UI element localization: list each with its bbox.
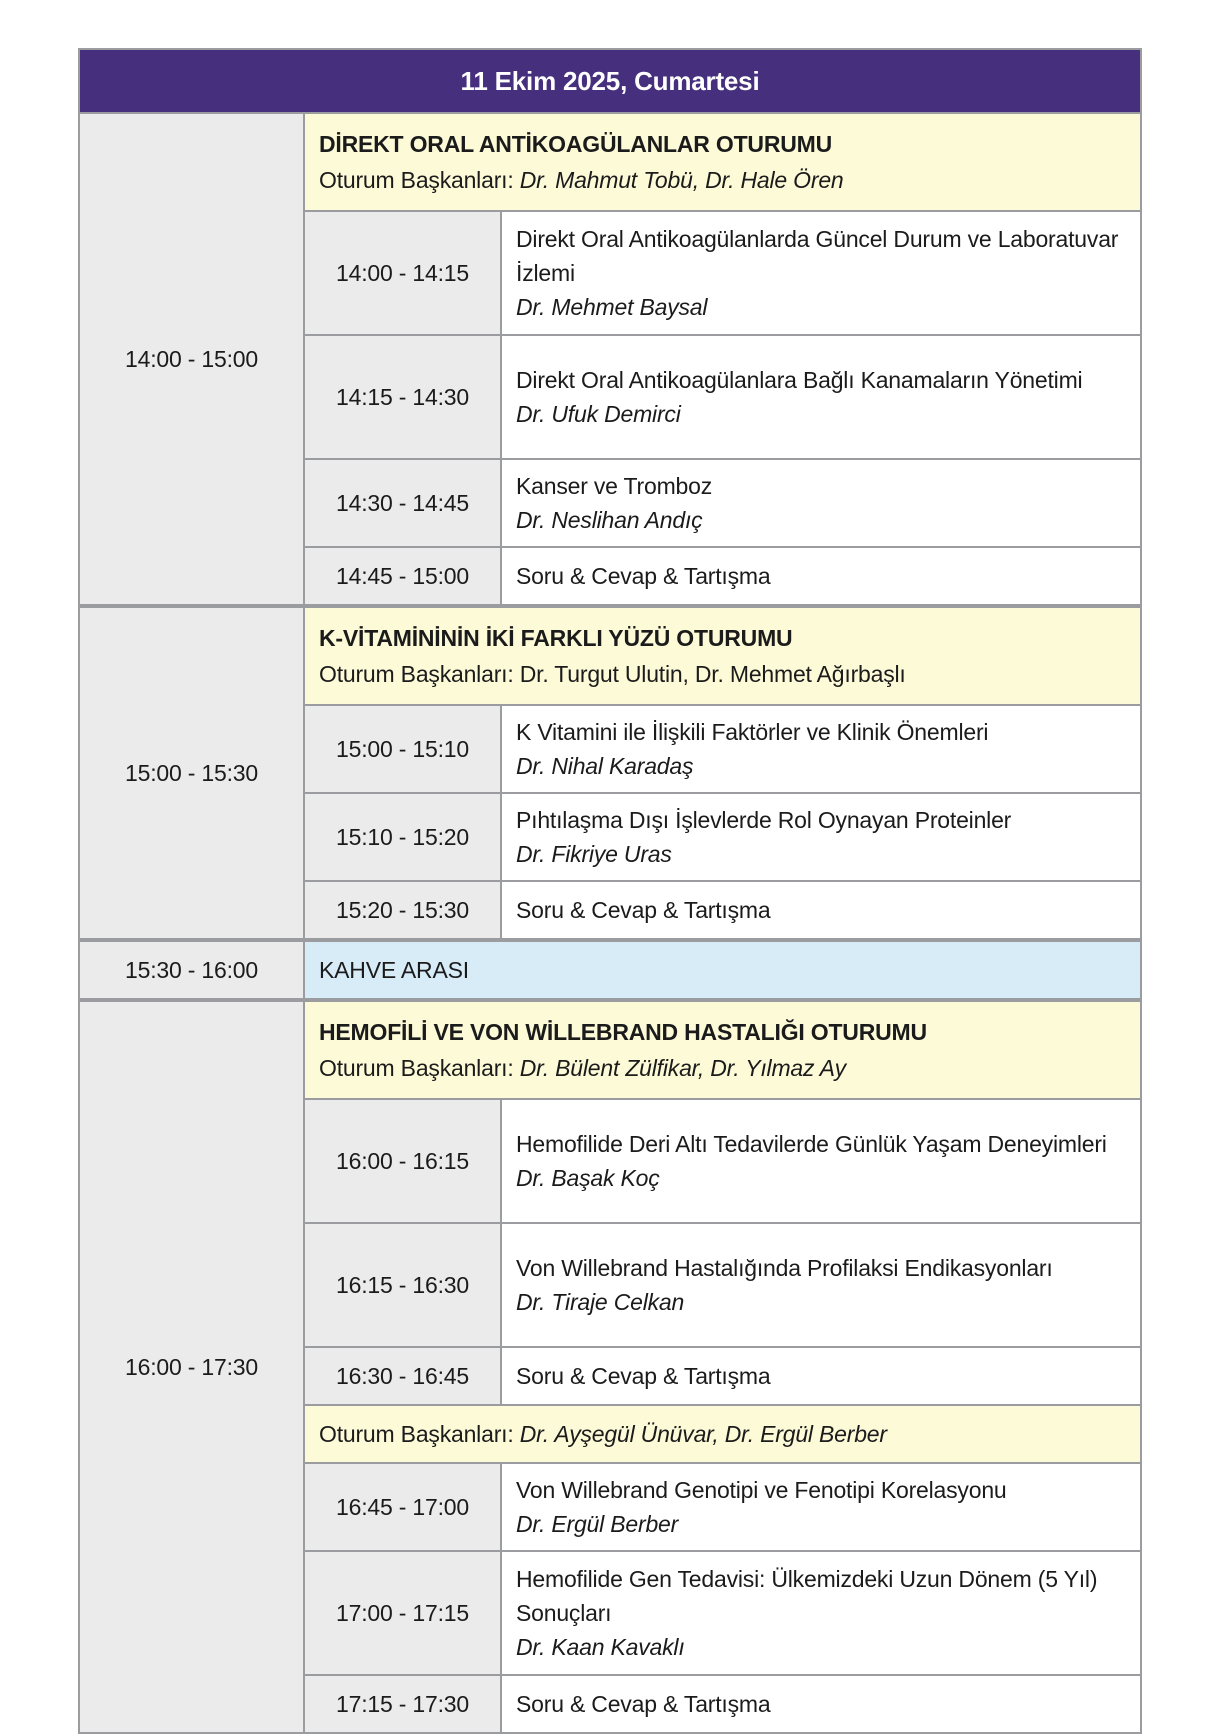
talk-cell <box>501 335 1141 459</box>
talk-cell <box>501 705 1141 793</box>
talk-time: 16:45 - 17:00 <box>304 1463 501 1551</box>
talk-cell <box>501 211 1141 335</box>
talk-time: 15:10 - 15:20 <box>304 793 501 881</box>
talk-speaker: Dr. Kaan Kavaklı <box>516 1634 685 1660</box>
talk-cell <box>501 1099 1141 1223</box>
talk-title: K Vitamini ile İlişkili Faktörler ve Klinik Önemleri <box>516 719 989 745</box>
session-title: HEMOFİLİ VE VON WİLLEBRAND HASTALIĞI OTURUMU <box>319 1019 927 1045</box>
chairs-prefix: Oturum Başkanları: <box>319 167 520 193</box>
talk-speaker: Dr. Ergül Berber <box>516 1511 679 1537</box>
talk-time: 14:30 - 14:45 <box>304 459 501 547</box>
break-time-range: 15:30 - 16:00 <box>79 940 304 1000</box>
talk-cell <box>501 547 1141 606</box>
talk-time: 16:00 - 16:15 <box>304 1099 501 1223</box>
session-1-header-row <box>79 113 1141 211</box>
session-title: K-VİTAMİNİNİN İKİ FARKLI YÜZÜ OTURUMU <box>319 625 793 651</box>
talk-speaker: Dr. Fikriye Uras <box>516 841 672 867</box>
chairs-prefix: Oturum Başkanları: <box>319 1055 520 1081</box>
session-chairs <box>319 1050 1126 1086</box>
session-1-header <box>304 113 1141 211</box>
session-2-header-row <box>79 606 1141 705</box>
day-header-row <box>79 49 1141 113</box>
day-title: 11 Ekim 2025, Cumartesi <box>79 49 1141 113</box>
talk-speaker: Dr. Ufuk Demirci <box>516 401 681 427</box>
talk-cell <box>501 1675 1141 1733</box>
chairs-names: Dr. Ayşegül Ünüvar, Dr. Ergül Berber <box>519 1421 887 1447</box>
talk-title: Pıhtılaşma Dışı İşlevlerde Rol Oynayan Proteinler <box>516 807 1012 833</box>
talk-cell <box>501 459 1141 547</box>
session-title: DİREKT ORAL ANTİKOAGÜLANLAR OTURUMU <box>319 131 833 157</box>
talk-title: Von Willebrand Genotipi ve Fenotipi Korelasyonu <box>516 1477 1007 1503</box>
talk-cell <box>501 1551 1141 1675</box>
talk-time: 16:15 - 16:30 <box>304 1223 501 1347</box>
chairs-prefix: Oturum Başkanları: <box>319 661 520 687</box>
session-3-time-range: 16:00 - 17:30 <box>79 1000 304 1733</box>
talk-title: Hemofilide Gen Tedavisi: Ülkemizdeki Uzun Dönem (5 Yıl) Sonuçları <box>516 1566 1098 1626</box>
talk-title: Hemofilide Deri Altı Tedavilerde Günlük Yaşam Deneyimleri <box>516 1131 1107 1157</box>
talk-cell <box>501 881 1141 940</box>
schedule-table <box>78 48 1142 1734</box>
talk-speaker: Dr. Neslihan Andıç <box>516 507 703 533</box>
talk-speaker: Dr. Tiraje Celkan <box>516 1289 685 1315</box>
talk-title: Direkt Oral Antikoagülanlarda Güncel Durum ve Laboratuvar İzlemi <box>516 226 1119 286</box>
talk-time: 15:20 - 15:30 <box>304 881 501 940</box>
talk-time: 16:30 - 16:45 <box>304 1347 501 1405</box>
session-chairs-2 <box>304 1405 1141 1463</box>
chairs-names: Dr. Mahmut Tobü, Dr. Hale Ören <box>519 167 844 193</box>
talk-speaker: Dr. Başak Koç <box>516 1165 660 1191</box>
session-chairs <box>319 162 1126 198</box>
break-label: KAHVE ARASI <box>304 940 1141 1000</box>
talk-cell <box>501 1347 1141 1405</box>
talk-time: 14:00 - 14:15 <box>304 211 501 335</box>
chairs-names: Dr. Turgut Ulutin, Dr. Mehmet Ağırbaşlı <box>519 661 906 687</box>
talk-title: Von Willebrand Hastalığında Profilaksi Endikasyonları <box>516 1255 1053 1281</box>
session-3-header <box>304 1000 1141 1099</box>
talk-title: Soru & Cevap & Tartışma <box>516 1363 771 1389</box>
talk-time: 14:45 - 15:00 <box>304 547 501 606</box>
session-1-time-range: 14:00 - 15:00 <box>79 113 304 606</box>
talk-title: Kanser ve Tromboz <box>516 473 713 499</box>
chairs-names: Dr. Bülent Zülfikar, Dr. Yılmaz Ay <box>519 1055 846 1081</box>
talk-title: Soru & Cevap & Tartışma <box>516 1691 771 1717</box>
session-chairs <box>319 656 1126 692</box>
talk-time: 14:15 - 14:30 <box>304 335 501 459</box>
talk-speaker: Dr. Mehmet Baysal <box>516 294 708 320</box>
break-row <box>79 940 1141 1000</box>
talk-title: Soru & Cevap & Tartışma <box>516 897 771 923</box>
talk-time: 17:00 - 17:15 <box>304 1551 501 1675</box>
session-3-header-row <box>79 1000 1141 1099</box>
talk-title: Direkt Oral Antikoagülanlara Bağlı Kanamaların Yönetimi <box>516 367 1083 393</box>
talk-cell <box>501 1463 1141 1551</box>
talk-time: 15:00 - 15:10 <box>304 705 501 793</box>
talk-cell <box>501 1223 1141 1347</box>
talk-time: 17:15 - 17:30 <box>304 1675 501 1733</box>
talk-cell <box>501 793 1141 881</box>
session-2-time-range: 15:00 - 15:30 <box>79 606 304 940</box>
talk-title: Soru & Cevap & Tartışma <box>516 563 771 589</box>
chairs-prefix: Oturum Başkanları: <box>319 1421 520 1447</box>
talk-speaker: Dr. Nihal Karadaş <box>516 753 694 779</box>
session-2-header <box>304 606 1141 705</box>
